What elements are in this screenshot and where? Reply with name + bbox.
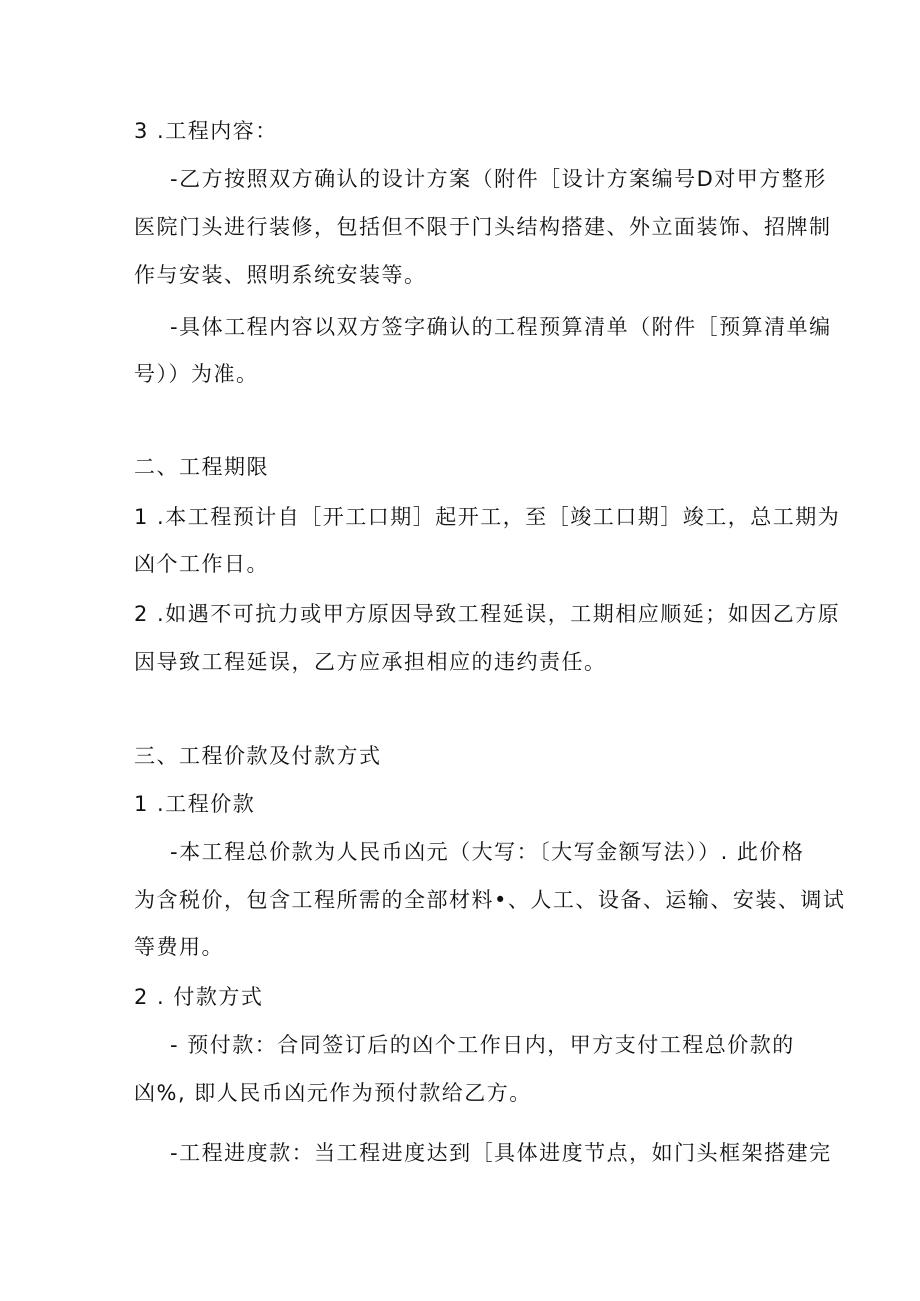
paragraph-line: 凶%, 即人民币凶元作为预付款给乙方。 xyxy=(134,1081,532,1105)
paragraph-line: 1 .本工程预计自［开工口期］起开工，至［竣工口期］竣工，总工期为 xyxy=(134,505,841,529)
paragraph-line: 医院门头进行装修，包括但不限于门头结构搭建、外立面装饰、招牌制 xyxy=(134,215,832,239)
paragraph-line: -工程进度款：当工程进度达到［具体进度节点，如门头框架搭建完 xyxy=(170,1141,832,1165)
paragraph-line: -本工程总价款为人民币凶元（大写：〔大写金额写法））. 此价格 xyxy=(170,840,805,864)
paragraph-line: -乙方按照双方确认的设计方案（附件［设计方案编号D对甲方整形 xyxy=(170,167,827,191)
paragraph-line: 2 .如遇不可抗力或甲方原因导致工程延误，工期相应顺延；如因乙方原 xyxy=(134,602,841,626)
section-heading-price-payment: 三、工程价款及付款方式 xyxy=(134,744,382,768)
item-heading-project-price: 1 .工程价款 xyxy=(134,792,256,816)
paragraph-line: 因导致工程延误，乙方应承担相应的违约责任。 xyxy=(134,650,607,674)
item-heading-payment-method: 2 . 付款方式 xyxy=(134,985,264,1009)
paragraph-line: - 预付款：合同签订后的凶个工作日内，甲方支付工程总价款的 xyxy=(170,1033,795,1057)
paragraph-line: -具体工程内容以双方签字确认的工程预算清单（附件［预算清单编 xyxy=(170,315,832,339)
item-heading-project-content: 3 .工程内容： xyxy=(134,119,278,143)
paragraph-line: 为含税价，包含工程所需的全部材料•、人工、设备、运输、安装、调试 xyxy=(134,888,846,912)
paragraph-line: 凶个工作日。 xyxy=(134,552,269,576)
paragraph-line: 作与安装、照明系统安装等。 xyxy=(134,263,427,287)
paragraph-line: 等费用。 xyxy=(134,935,224,959)
paragraph-line: 号））为准。 xyxy=(134,362,259,386)
section-heading-duration: 二、工程期限 xyxy=(134,455,269,479)
